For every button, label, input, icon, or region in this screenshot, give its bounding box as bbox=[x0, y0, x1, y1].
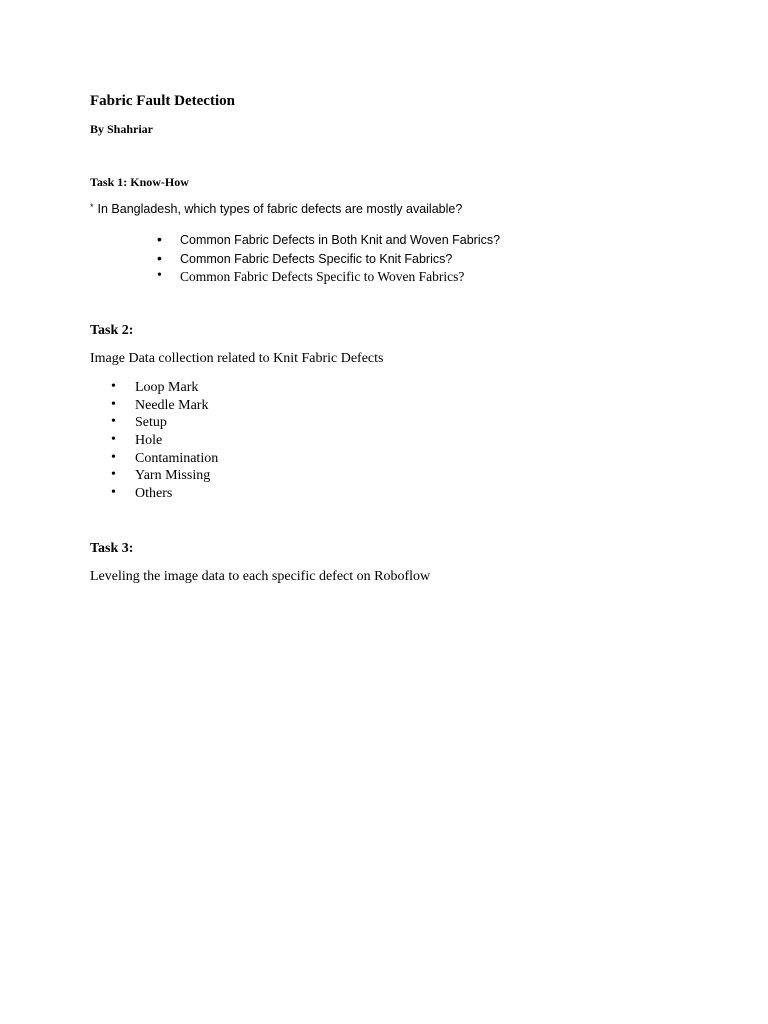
bullet-icon: • bbox=[111, 449, 116, 465]
list-item bbox=[111, 449, 219, 468]
document-title: Fabric Fault Detection bbox=[90, 93, 235, 109]
list-item-text: Setup bbox=[135, 415, 167, 431]
list-item bbox=[111, 485, 218, 503]
task1-question bbox=[90, 202, 462, 216]
bullet-icon: • bbox=[157, 268, 162, 283]
task3-heading: Task 3: bbox=[90, 541, 134, 556]
asterisk-marker: * bbox=[90, 202, 94, 212]
list-item-text: Loop Mark bbox=[135, 380, 199, 395]
bullet-icon: • bbox=[111, 467, 116, 483]
list-item-text: Yarn Missing bbox=[135, 468, 211, 484]
task3-description: Leveling the image data to each specific defect on Roboflow bbox=[90, 569, 431, 584]
list-item bbox=[111, 432, 218, 450]
list-item-text: Common Fabric Defects Specific to Knit Fabrics? bbox=[180, 251, 453, 266]
list-item bbox=[111, 379, 218, 397]
list-item bbox=[111, 396, 218, 415]
list-item-text: Contamination bbox=[135, 450, 219, 466]
task1-question-text: In Bangladesh, which types of fabric defects are mostly available? bbox=[97, 202, 463, 216]
bullet-icon: • bbox=[111, 485, 116, 501]
task2-heading: Task 2: bbox=[90, 323, 134, 338]
list-item bbox=[157, 231, 501, 250]
list-item-text: Hole bbox=[135, 433, 163, 449]
list-item bbox=[157, 249, 500, 269]
bullet-icon: • bbox=[111, 414, 116, 430]
task1-heading: Task 1: Know-How bbox=[90, 175, 189, 189]
list-item-text: Needle Mark bbox=[135, 397, 209, 413]
list-item-text: Others bbox=[135, 486, 173, 502]
task2-description: Image Data collection related to Knit Fabric Defects bbox=[90, 351, 384, 366]
bullet-icon: • bbox=[111, 379, 116, 394]
list-item bbox=[111, 414, 218, 432]
bullet-icon: • bbox=[111, 396, 116, 412]
document-author: By Shahriar bbox=[90, 122, 154, 136]
task2-list bbox=[111, 379, 219, 503]
bullet-icon: • bbox=[111, 432, 116, 448]
list-item bbox=[111, 467, 218, 485]
list-item-text: Common Fabric Defects in Both Knit and Woven Fabrics? bbox=[180, 233, 501, 247]
task1-list bbox=[157, 231, 501, 287]
list-item bbox=[157, 268, 500, 287]
bullet-icon: • bbox=[157, 231, 162, 247]
bullet-icon: • bbox=[157, 249, 162, 266]
list-item-text: Common Fabric Defects Specific to Woven Fabrics? bbox=[180, 269, 465, 284]
